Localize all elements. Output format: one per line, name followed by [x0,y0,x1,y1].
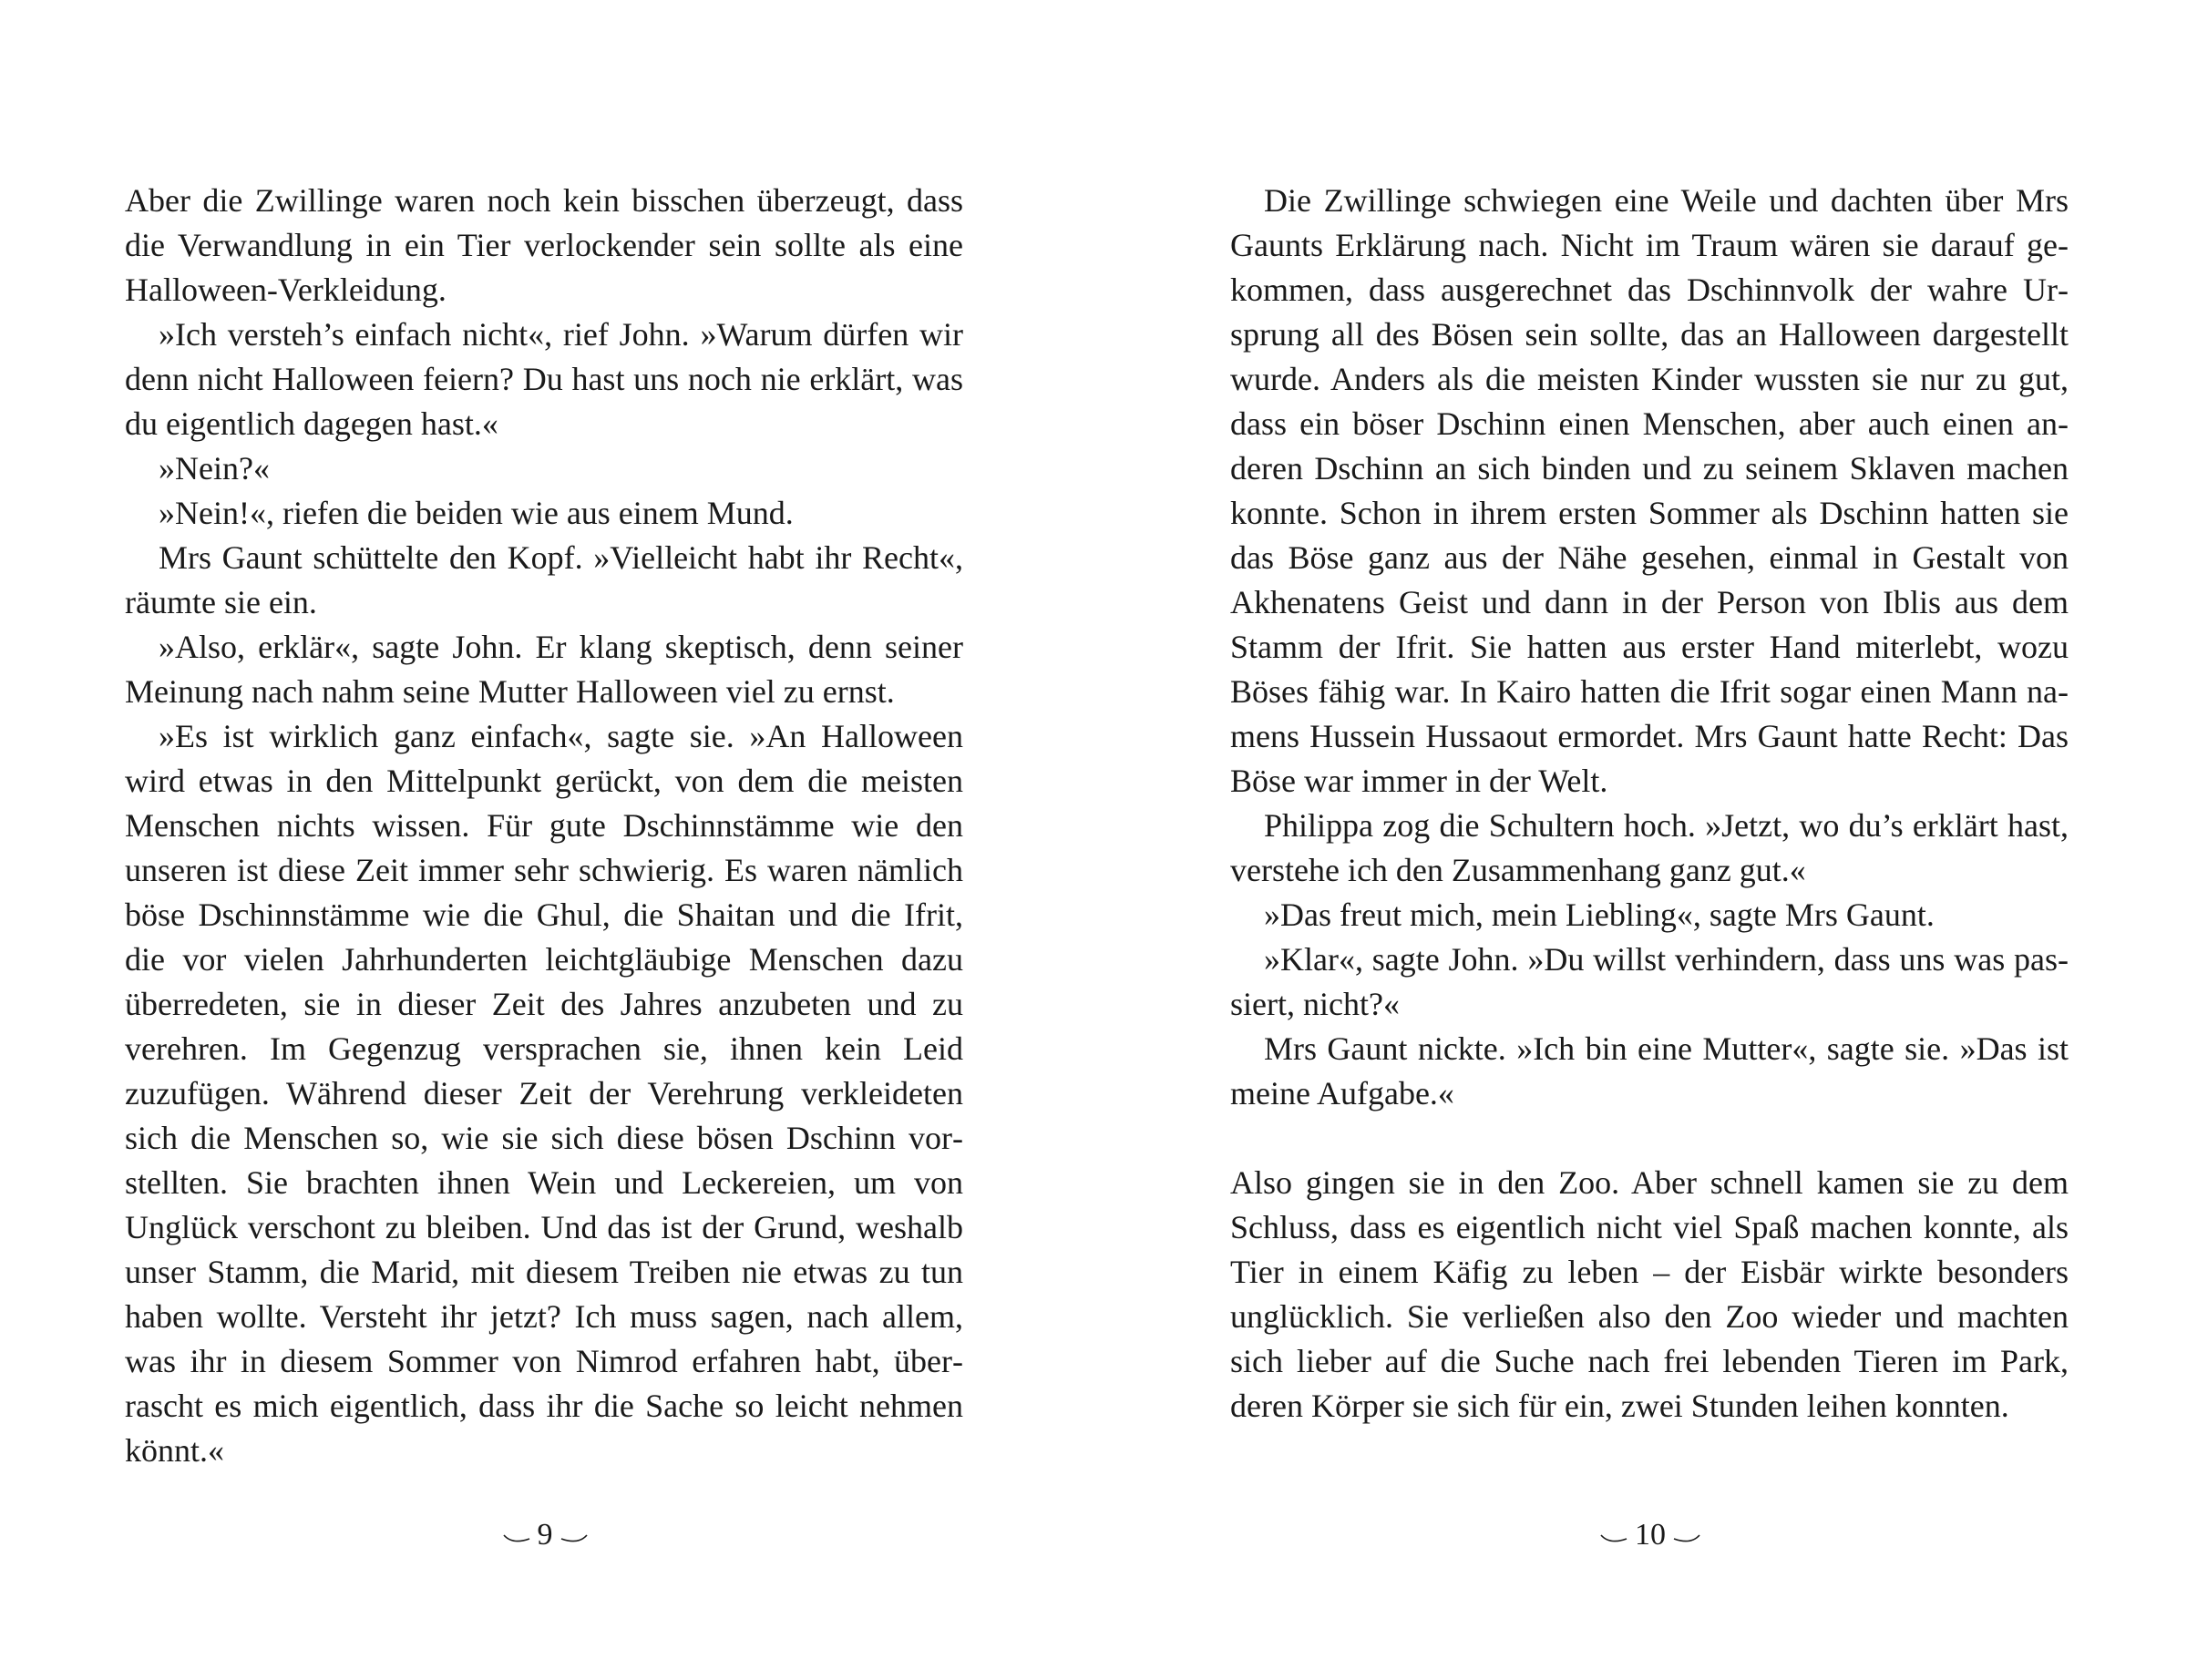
paragraph: »Ich versteh’s einfach nicht«, rief John. »Warum dürfen wir denn nicht Halloween feiern? Du hast uns noch nie erklärt, was du eigentlich dagegen hast.« [125,316,963,442]
paragraph: »Also, erklär«, sagte John. Er klang skeptisch, denn seiner Meinung nach nahm seine Mutter Halloween viel zu ernst. [125,629,963,710]
paragraph: »Es ist wirklich ganz einfach«, sagte sie. »An Halloween wird etwas in den Mittelpunkt gerückt, von dem die meisten Menschen nichts wissen. Für gute Dschinnstämme wie den unseren ist diese Zeit immer sehr schwierig. Es waren nämlich böse Dschinnstämme wie die Ghul, die Shaitan und die Ifrit, die vor vielen Jahrhunderten leichtgläubige Menschen dazu überredeten, sie in dieser Zeit des Jahres anzubeten und zu verehren. Im Gegenzug versprachen sie, ihnen kein Leid zuzufügen. Während dieser Zeit der Verehrung verkleideten sich die Menschen so, wie sie sich diese bösen Dschinn vorstellten. Sie brachten ihnen Wein und Leckereien, um von Unglück verschont zu bleiben. Und das ist der Grund, weshalb unser Stamm, die Marid, mit diesem Treiben nie etwas zu tun haben wollte. Versteht ihr jetzt? Ich muss sagen, nach allem, was ihr in diesem Sommer von Nimrod erfahren habt, überrascht es mich eigentlich, dass ihr die Sache so leicht nehmen könnt.« [125,718,963,1469]
paragraph: Die Zwillinge schwiegen eine Weile und dachten über Mrs Gaunts Erklärung nach. Nicht im Traum wären sie darauf gekommen, dass ausgerechnet das Dschinnvolk der wahre Ursprung all des Bösen sein sollte, das an Halloween dargestellt wurde. Anders als die meisten Kinder wussten sie nur zu gut, dass ein böser Dschinn einen Menschen, aber auch einen anderen Dschinn an sich binden und zu seinem Sklaven machen konnte. Schon in ihrem ersten Sommer als Dschinn hatten sie das Böse ganz aus der Nähe gesehen, einmal in Gestalt von Akhenatens Geist und dann in der Person von Iblis aus dem Stamm der Ifrit. Sie hatten aus erster Hand miterlebt, wozu Böses fähig war. In Kairo hatten die Ifrit sogar einen Mann namens Hussein Hussaout ermordet. Mrs Gaunt hatte Recht: Das Böse war immer in der Welt. [1230,182,2069,799]
paragraph: »Klar«, sagte John. »Du willst verhindern, dass uns was passiert, nicht?« [1230,941,2069,1022]
page-number-right [1559,1517,1741,1553]
right-page [1230,179,2069,1429]
left-page [125,179,963,1473]
page-number-left [454,1517,636,1553]
paragraph: Aber die Zwillinge waren noch kein bisschen überzeugt, dass die Verwandlung in ein Tier verlockender sein sollte als eine Halloween-Verkleidung. [125,182,963,308]
page-number: 9 [537,1518,553,1552]
swash-ornament-icon [503,1531,530,1543]
page-number: 10 [1635,1518,1666,1552]
paragraph: »Das freut mich, mein Liebling«, sagte Mrs Gaunt. [1264,896,1935,933]
swash-ornament-icon [1600,1531,1627,1543]
swash-ornament-icon [560,1531,588,1543]
paragraph: Mrs Gaunt nickte. »Ich bin eine Mutter«, sagte sie. »Das ist meine Aufgabe.« [1230,1030,2069,1111]
paragraph: Mrs Gaunt schüttelte den Kopf. »Vielleicht habt ihr Recht«, räumte sie ein. [125,539,963,620]
paragraph: »Nein?« [159,450,270,487]
paragraph-section-start: Also gingen sie in den Zoo. Aber schnell kamen sie zu dem Schluss, dass es eigentlich nicht viel Spaß machen konnte, als Tier in einem Käfig zu leben – der Eisbär wirkte besonders unglücklich. Sie verließen also den Zoo wieder und machten sich lieber auf die Suche nach frei lebenden Tieren im Park, deren Körper sie sich für ein, zwei Stunden leihen konnten. [1230,1164,2069,1424]
paragraph: »Nein!«, riefen die beiden wie aus einem Mund. [159,495,794,531]
paragraph: Philippa zog die Schultern hoch. »Jetzt, wo du’s erklärt hast, verstehe ich den Zusammenhang ganz gut.« [1230,807,2069,888]
swash-ornament-icon [1673,1531,1700,1543]
